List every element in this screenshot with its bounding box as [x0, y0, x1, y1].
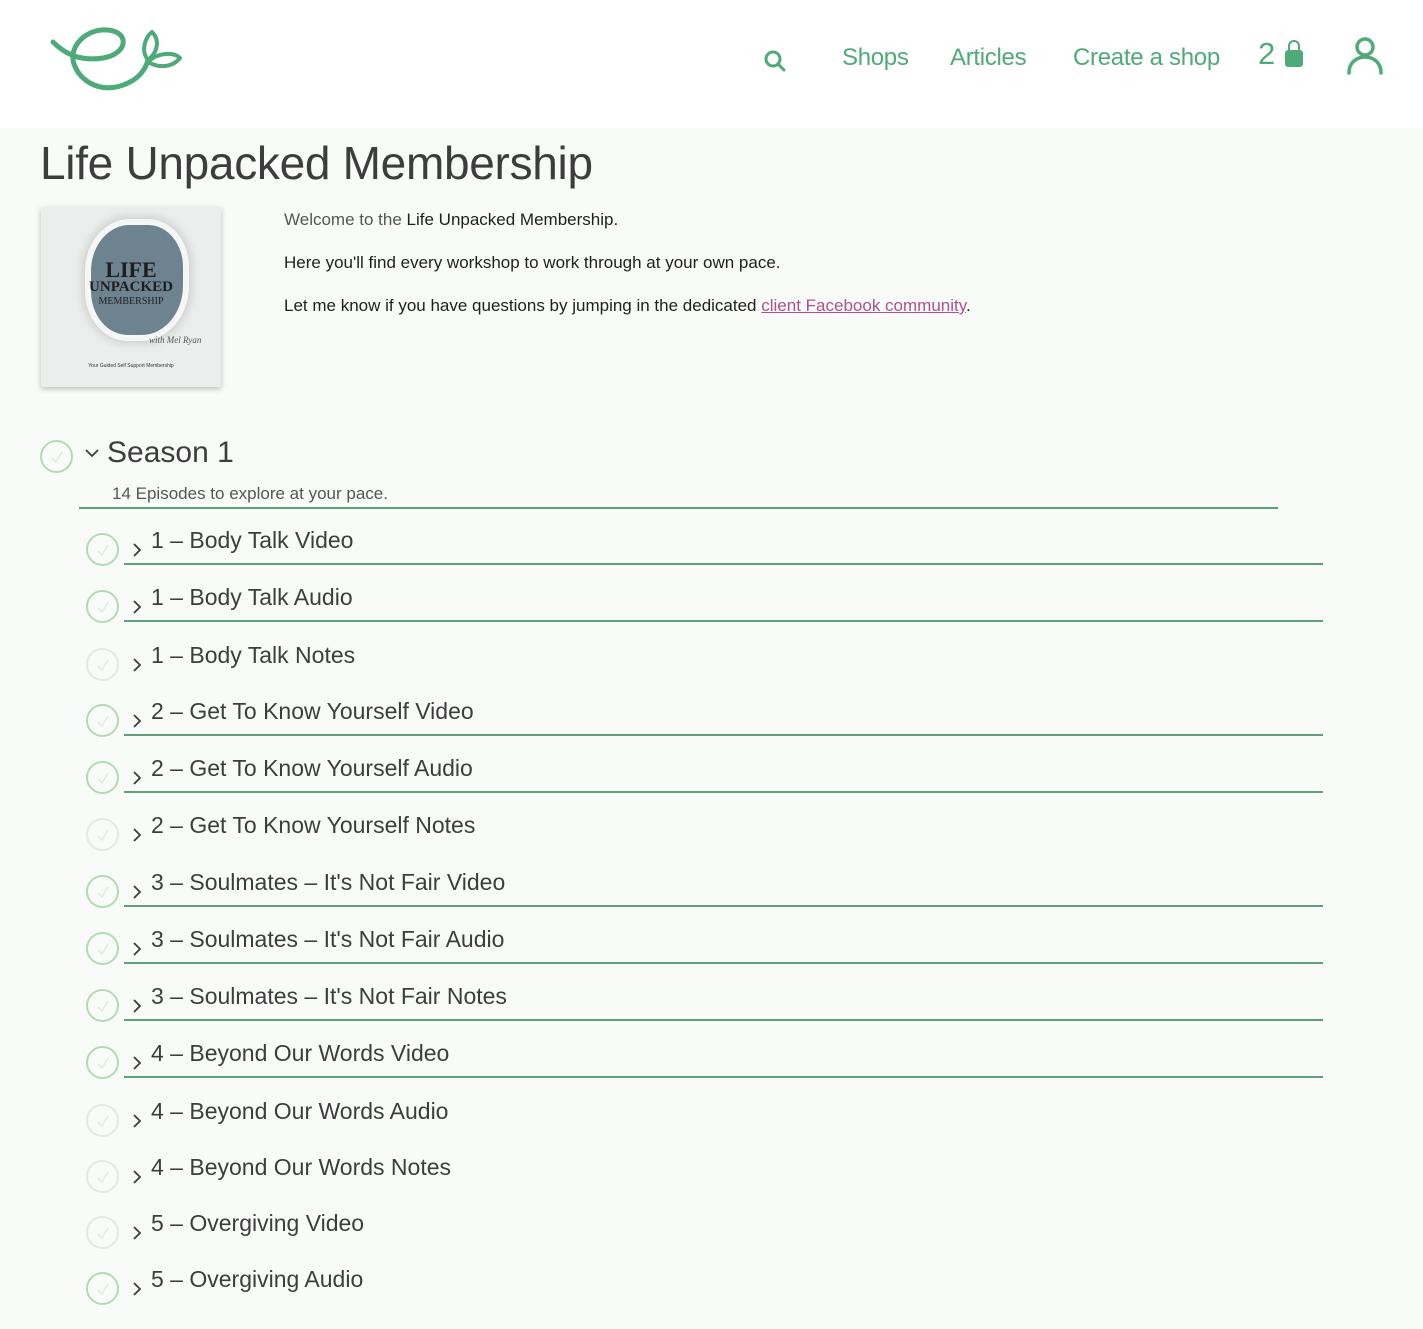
- checkmark-icon: [96, 543, 110, 557]
- cover-title-line3: MEMBERSHIP: [98, 296, 164, 307]
- checkmark-icon: [96, 771, 110, 785]
- intro-welcome-prefix: Welcome to the: [284, 210, 407, 229]
- checkmark-icon: [96, 600, 110, 614]
- episode-item[interactable]: [0, 642, 1423, 705]
- season-divider: [79, 507, 1278, 509]
- episode-complete-checkbox[interactable]: [86, 1046, 119, 1079]
- episode-title[interactable]: 2 – Get To Know Yourself Video: [151, 698, 474, 724]
- episode-complete-checkbox[interactable]: [86, 1160, 119, 1193]
- episode-complete-checkbox[interactable]: [86, 1216, 119, 1249]
- user-icon[interactable]: [1345, 36, 1385, 76]
- nav-articles[interactable]: Articles: [950, 44, 1027, 71]
- episode-complete-checkbox[interactable]: [86, 932, 119, 965]
- chevron-right-icon[interactable]: [131, 1168, 143, 1186]
- chevron-right-icon[interactable]: [131, 598, 143, 616]
- nav-create-shop[interactable]: Create a shop: [1073, 44, 1220, 71]
- chevron-right-icon[interactable]: [131, 1054, 143, 1072]
- episode-title[interactable]: 2 – Get To Know Yourself Audio: [151, 755, 473, 781]
- episode-item[interactable]: [0, 584, 1423, 647]
- facebook-community-link[interactable]: client Facebook community: [761, 296, 966, 315]
- checkmark-icon: [96, 658, 110, 672]
- episode-title[interactable]: 3 – Soulmates – It's Not Fair Audio: [151, 926, 505, 952]
- cover-title-line1: LIFE: [105, 257, 157, 282]
- episode-complete-checkbox[interactable]: [86, 875, 119, 908]
- chevron-right-icon[interactable]: [131, 1112, 143, 1130]
- episode-title[interactable]: 1 – Body Talk Video: [151, 527, 354, 553]
- nav-shops[interactable]: Shops: [842, 44, 909, 71]
- episode-divider: [124, 620, 1323, 622]
- episode-divider: [124, 1019, 1323, 1021]
- episode-title[interactable]: 5 – Overgiving Audio: [151, 1266, 364, 1292]
- shopping-bag-icon: [1283, 40, 1305, 68]
- checkmark-icon: [96, 1114, 110, 1128]
- cover-tagline: Your Guided Self Support Membership: [88, 363, 174, 369]
- episode-item[interactable]: [0, 1154, 1423, 1217]
- chevron-right-icon[interactable]: [131, 940, 143, 958]
- episode-item[interactable]: [0, 1266, 1423, 1329]
- episode-item[interactable]: [0, 527, 1423, 590]
- checkmark-icon: [96, 942, 110, 956]
- intro-paragraph-3: Let me know if you have questions by jumping in the dedicated: [284, 296, 762, 315]
- intro-welcome-rest: Life Unpacked Membership.: [406, 210, 619, 229]
- cart-button[interactable]: [1258, 38, 1305, 69]
- episode-divider: [124, 791, 1323, 793]
- chevron-right-icon[interactable]: [131, 883, 143, 901]
- episode-item[interactable]: [0, 926, 1423, 989]
- checkmark-icon: [96, 1282, 110, 1296]
- episode-item[interactable]: [0, 869, 1423, 932]
- episode-complete-checkbox[interactable]: [86, 1272, 119, 1305]
- search-icon[interactable]: [762, 48, 788, 74]
- season-complete-checkbox[interactable]: [40, 440, 73, 473]
- season-title[interactable]: Season 1: [107, 436, 234, 469]
- chevron-right-icon[interactable]: [131, 712, 143, 730]
- episode-complete-checkbox[interactable]: [86, 761, 119, 794]
- episode-divider: [124, 563, 1323, 565]
- episode-item[interactable]: [0, 812, 1423, 875]
- chevron-right-icon[interactable]: [131, 656, 143, 674]
- episode-item[interactable]: [0, 983, 1423, 1046]
- checkmark-icon: [96, 1056, 110, 1070]
- episode-complete-checkbox[interactable]: [86, 704, 119, 737]
- chevron-right-icon[interactable]: [131, 1224, 143, 1242]
- membership-cover-image: [41, 207, 221, 387]
- episode-complete-checkbox[interactable]: [86, 533, 119, 566]
- episode-item[interactable]: [0, 755, 1423, 818]
- chevron-down-icon[interactable]: [84, 446, 100, 460]
- episode-title[interactable]: 4 – Beyond Our Words Video: [151, 1040, 450, 1066]
- episode-complete-checkbox[interactable]: [86, 989, 119, 1022]
- episode-complete-checkbox[interactable]: [86, 648, 119, 681]
- cart-count: 2: [1258, 36, 1276, 71]
- episode-title[interactable]: 3 – Soulmates – It's Not Fair Notes: [151, 983, 507, 1009]
- episode-item[interactable]: [0, 1210, 1423, 1273]
- checkmark-icon: [96, 885, 110, 899]
- checkmark-icon: [96, 1226, 110, 1240]
- checkmark-icon: [50, 450, 64, 464]
- episode-title[interactable]: 2 – Get To Know Yourself Notes: [151, 812, 476, 838]
- chevron-right-icon[interactable]: [131, 997, 143, 1015]
- page-title: Life Unpacked Membership: [40, 137, 593, 189]
- episode-title[interactable]: 1 – Body Talk Notes: [151, 642, 356, 668]
- episode-divider: [124, 905, 1323, 907]
- checkmark-icon: [96, 714, 110, 728]
- cover-signature: with Mel Ryan: [149, 335, 202, 345]
- episode-complete-checkbox[interactable]: [86, 1104, 119, 1137]
- episode-divider: [124, 1076, 1323, 1078]
- chevron-right-icon[interactable]: [131, 541, 143, 559]
- episode-complete-checkbox[interactable]: [86, 590, 119, 623]
- episode-divider: [124, 962, 1323, 964]
- episode-complete-checkbox[interactable]: [86, 818, 119, 851]
- checkmark-icon: [96, 828, 110, 842]
- intro-paragraph-2: Here you'll find every workshop to work through at your own pace.: [284, 253, 781, 272]
- chevron-right-icon[interactable]: [131, 769, 143, 787]
- chevron-right-icon[interactable]: [131, 826, 143, 844]
- cover-title-line2: UNPACKED: [89, 279, 173, 295]
- checkmark-icon: [96, 999, 110, 1013]
- episode-title[interactable]: 4 – Beyond Our Words Audio: [151, 1098, 449, 1124]
- episode-item[interactable]: [0, 698, 1423, 761]
- logo-icon[interactable]: [48, 22, 188, 98]
- checkmark-icon: [96, 1170, 110, 1184]
- season-description: 14 Episodes to explore at your pace.: [112, 484, 388, 503]
- site-header: [0, 0, 1423, 128]
- episode-item[interactable]: [0, 1098, 1423, 1161]
- episode-title[interactable]: 5 – Overgiving Video: [151, 1210, 365, 1236]
- intro-text: [284, 210, 971, 339]
- episode-title[interactable]: 1 – Body Talk Audio: [151, 584, 353, 610]
- episode-divider: [124, 734, 1323, 736]
- episode-title[interactable]: 4 – Beyond Our Words Notes: [151, 1154, 451, 1180]
- episode-title[interactable]: 3 – Soulmates – It's Not Fair Video: [151, 869, 506, 895]
- intro-paragraph-3-end: .: [965, 296, 971, 315]
- episode-item[interactable]: [0, 1040, 1423, 1103]
- chevron-right-icon[interactable]: [131, 1280, 143, 1298]
